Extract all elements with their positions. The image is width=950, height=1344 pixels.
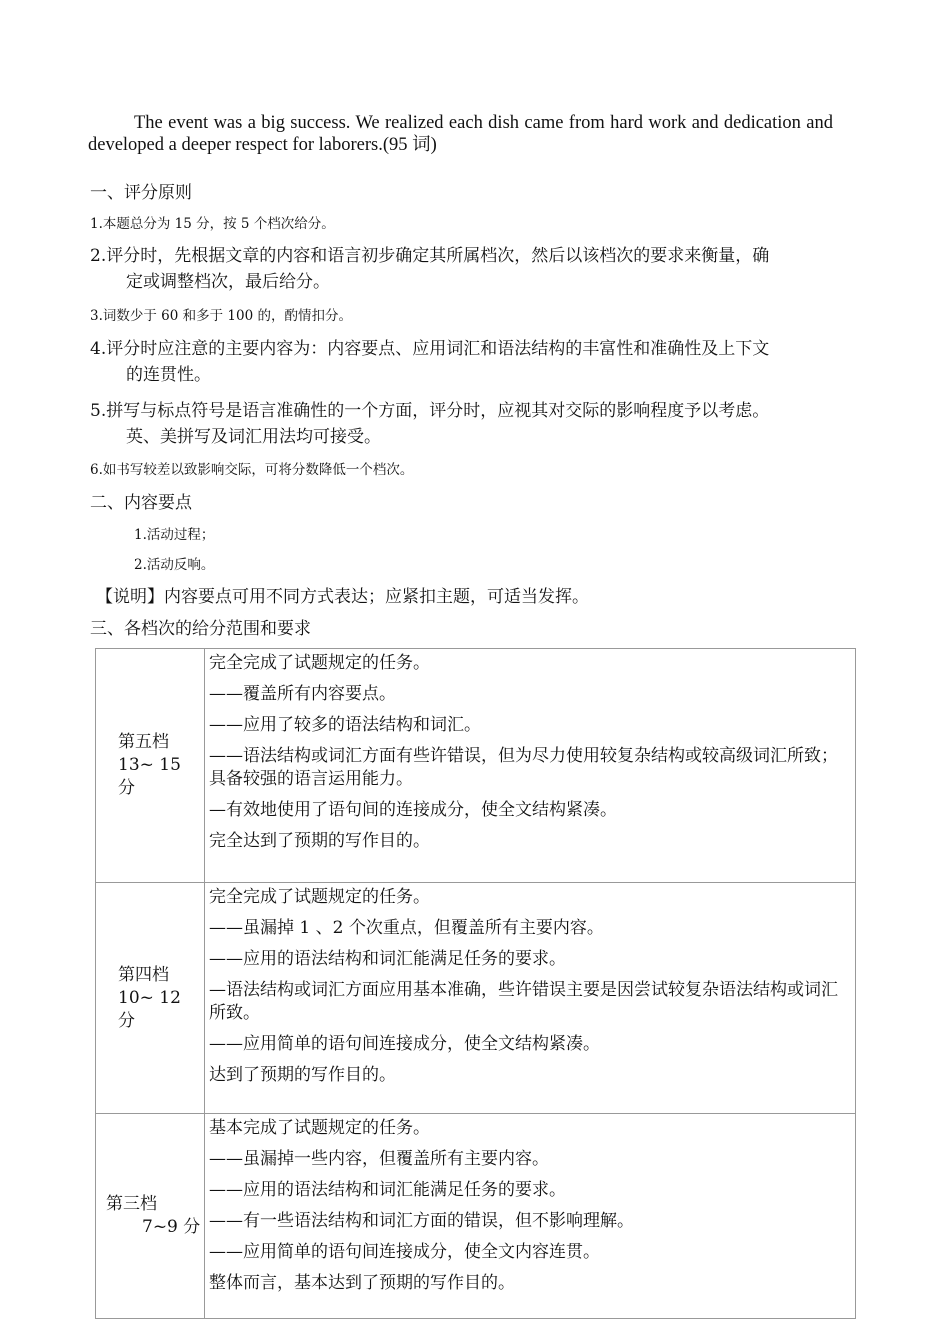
- band-3-line-3: ——应用的语法结构和词汇能满足任务的要求。: [209, 1180, 566, 1200]
- band-4-range: 10~ 12: [118, 987, 181, 1008]
- band-5-line-1: 完全完成了试题规定的任务。: [209, 653, 430, 673]
- band-3-line-5: ——应用简单的语句间连接成分，使全文内容连贯。: [209, 1242, 600, 1262]
- band-4-line-1: 完全完成了试题规定的任务。: [209, 887, 430, 907]
- band-3-level-cell: [96, 1114, 205, 1319]
- band-4-description: [205, 883, 856, 1114]
- rule-2: [90, 243, 870, 295]
- band-4-unit: 分: [118, 1010, 135, 1031]
- rule-4-line-1: 4.评分时应注意的主要内容为：内容要点、应用词汇和语法结构的丰富性和准确性及上下文: [90, 339, 770, 359]
- band-row-4: [96, 883, 856, 1114]
- rule-2-line-1: 2.评分时，先根据文章的内容和语言初步确定其所属档次，然后以该档次的要求来衡量，确: [90, 246, 770, 266]
- band-5-line-6: 完全达到了预期的写作目的。: [209, 831, 430, 851]
- band-5-range: 13~ 15: [118, 755, 181, 775]
- rule-5-line-2: 英、美拼写及词汇用法均可接受。: [126, 427, 381, 447]
- section-2-title: 二、内容要点: [90, 493, 192, 513]
- band-5-line-3: ——应用了较多的语法结构和词汇。: [209, 715, 481, 735]
- band-5-line-4: ——语法结构或词汇方面有些许错误，但为尽力使用较复杂结构或较高级词汇所致；具备较强的语言运用能力。: [209, 746, 838, 789]
- band-4-level-cell: [96, 883, 205, 1114]
- content-point-2: 2.活动反响。: [134, 557, 215, 573]
- band-4-line-6: 达到了预期的写作目的。: [209, 1065, 396, 1085]
- band-5-level-cell: [96, 649, 205, 883]
- section-3-title: 三、各档次的给分范围和要求: [90, 619, 311, 639]
- content-point-1: 1.活动过程；: [134, 527, 215, 543]
- band-5-description: [205, 649, 856, 883]
- rule-4-line-2: 的连贯性。: [126, 365, 211, 385]
- band-3-description: [205, 1114, 856, 1319]
- band-4-line-4: —语法结构或词汇方面应用基本准确，些许错误主要是因尝试较复杂语法结构或词汇所致。: [209, 980, 838, 1023]
- band-4-line-3: ——应用的语法结构和词汇能满足任务的要求。: [209, 949, 566, 969]
- rule-5: [90, 398, 870, 450]
- band-4-line-2: ——虽漏掉 1 、2 个次重点，但覆盖所有主要内容。: [209, 918, 604, 938]
- band-3-line-6: 整体而言，基本达到了预期的写作目的。: [209, 1273, 515, 1293]
- band-5-level: 第五档: [118, 732, 169, 752]
- content-note: 【说明】内容要点可用不同方式表达；应紧扣主题，可适当发挥。: [96, 587, 589, 607]
- rule-5-line-1: 5.拼写与标点符号是语言准确性的一个方面，评分时，应视其对交际的影响程度予以考虑。: [90, 401, 770, 421]
- band-3-range: 7~9 分: [142, 1217, 201, 1237]
- rule-3: 3.词数少于 60 和多于 100 的，酌情扣分。: [90, 308, 352, 324]
- band-5-line-2: ——覆盖所有内容要点。: [209, 684, 396, 704]
- band-3-line-2: ——虽漏掉一些内容，但覆盖所有主要内容。: [209, 1149, 549, 1169]
- essay-closing-paragraph: The event was a big success. We realized each dish came from hard work and dedication and developed a deeper respect for laborers.(95 词): [88, 113, 833, 155]
- band-5-unit: 分: [118, 778, 135, 798]
- rule-6: 6.如书写较差以致影响交际，可将分数降低一个档次。: [90, 462, 414, 478]
- rule-4: [90, 336, 870, 388]
- rule-1: 1.本题总分为 15 分，按 5 个档次给分。: [90, 216, 335, 232]
- section-1-title: 一、评分原则: [90, 183, 192, 203]
- band-4-line-5: ——应用简单的语句间连接成分，使全文结构紧凑。: [209, 1034, 600, 1054]
- band-3-line-1: 基本完成了试题规定的任务。: [209, 1118, 430, 1138]
- scoring-bands-table: [95, 648, 856, 1319]
- band-row-5: [96, 649, 856, 883]
- band-5-line-5: —有效地使用了语句间的连接成分，使全文结构紧凑。: [209, 800, 617, 820]
- band-row-3: [96, 1114, 856, 1319]
- band-4-level: 第四档: [118, 964, 169, 985]
- rule-2-line-2: 定或调整档次，最后给分。: [126, 272, 330, 292]
- band-3-line-4: ——有一些语法结构和词汇方面的错误，但不影响理解。: [209, 1211, 634, 1231]
- band-3-level: 第三档: [106, 1194, 157, 1214]
